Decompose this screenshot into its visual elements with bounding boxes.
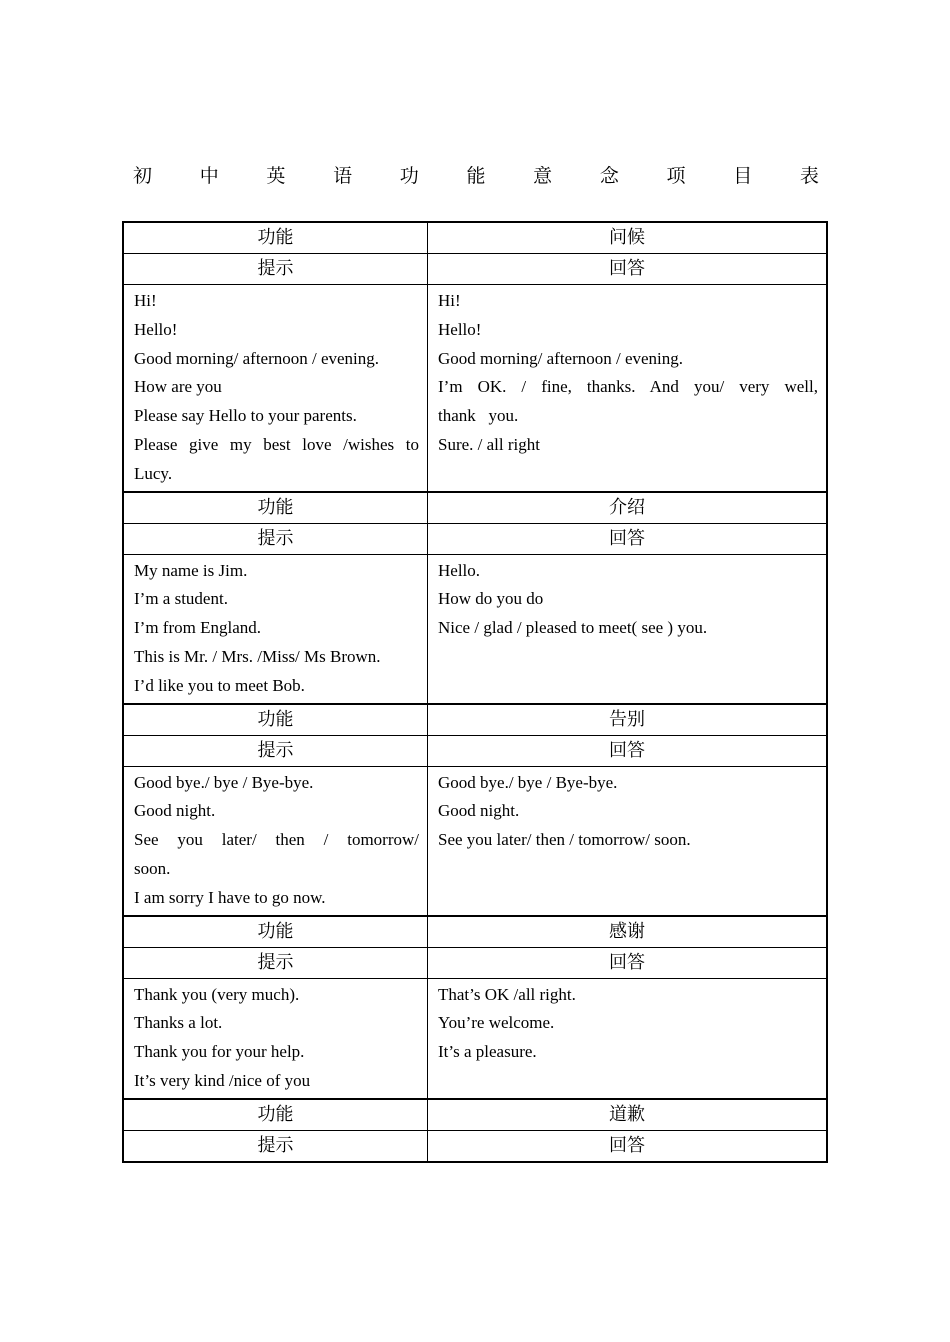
prompt-line: This is Mr. / Mrs. /Miss/ Ms Brown. [134, 646, 381, 666]
prompt-line: soon. [134, 858, 171, 878]
prompt-line: Hello! [134, 319, 178, 339]
title-char: 念 [599, 165, 619, 187]
title-char: 项 [666, 165, 686, 187]
prompt-answer-header-row [124, 524, 826, 555]
prompt-line: Lucy. [134, 463, 173, 483]
prompt-label: 提示 [124, 524, 428, 554]
function-value: 介绍 [609, 496, 645, 518]
function-row [124, 1100, 826, 1131]
function-value: 告别 [609, 708, 645, 730]
prompt-answer-header-row [124, 254, 826, 285]
answer-line: That’s OK /all right. [438, 984, 576, 1004]
content-row [124, 979, 826, 1098]
prompt-line: How are you [134, 377, 222, 397]
answer-line: It’s a pleasure. [438, 1042, 537, 1062]
answer-line: Good morning/ afternoon / evening. [438, 348, 684, 368]
prompt-line: I’m from England. [134, 618, 261, 638]
prompt-cell [124, 555, 428, 703]
function-row [124, 705, 826, 736]
section-greeting [124, 223, 826, 491]
title-char: 功 [399, 165, 419, 187]
answer-line: How do you do [438, 589, 544, 609]
function-label: 功能 [124, 917, 428, 947]
prompt-line: I am sorry I have to go now. [134, 887, 326, 907]
function-label: 功能 [124, 1100, 428, 1130]
answer-line: Nice / glad / pleased to meet( see ) you. [438, 618, 708, 638]
prompt-label: 提示 [124, 736, 428, 766]
answer-line: Hello! [438, 319, 482, 339]
answer-label: 回答 [609, 527, 645, 549]
answer-line: Hi! [438, 291, 461, 310]
prompt-line: Hi! [134, 291, 157, 310]
answer-label: 回答 [609, 1134, 645, 1156]
title-char: 中 [199, 165, 219, 187]
prompt-answer-header-row [124, 948, 826, 979]
section-introduction [124, 491, 826, 703]
prompt-line: Thank you for your help. [134, 1042, 305, 1062]
prompt-line: My name is Jim. [134, 560, 248, 580]
title-char: 语 [333, 165, 353, 187]
prompt-cell [124, 285, 428, 491]
prompt-line: I’d like you to meet Bob. [134, 675, 305, 695]
answer-cell [428, 767, 826, 915]
prompt-line: Please give my best love /wishes to [134, 434, 419, 454]
prompt-answer-header-row [124, 736, 826, 767]
prompt-cell [124, 979, 428, 1098]
title-char: 能 [466, 165, 486, 187]
prompt-line: Good night. [134, 801, 216, 821]
prompt-line: Good morning/ afternoon / evening. [134, 348, 380, 368]
page-title [133, 164, 819, 188]
prompt-line: Thanks a lot. [134, 1013, 223, 1033]
prompt-answer-header-row [124, 1131, 826, 1161]
prompt-cell [124, 767, 428, 915]
answer-cell [428, 979, 826, 1098]
function-value: 问候 [609, 227, 645, 248]
prompt-line: Please say Hello to your parents. [134, 406, 357, 426]
answer-line: Hello. [438, 560, 481, 580]
prompt-line: Good bye./ bye / Bye-bye. [134, 772, 314, 792]
answer-label: 回答 [609, 258, 645, 279]
prompt-label: 提示 [124, 254, 428, 284]
function-label: 功能 [124, 223, 428, 253]
prompt-line: It’s very kind /nice of you [134, 1070, 311, 1090]
content-row [124, 767, 826, 915]
answer-line: Sure. / all right [438, 434, 540, 454]
title-char: 初 [133, 165, 153, 187]
function-value: 感谢 [609, 920, 645, 942]
answer-line: Good night. [438, 801, 520, 821]
function-value: 道歉 [609, 1103, 645, 1125]
section-apology [124, 1098, 826, 1161]
function-row [124, 223, 826, 254]
answer-cell [428, 285, 826, 491]
prompt-label: 提示 [124, 1131, 428, 1161]
answer-line: thank you. [438, 406, 519, 426]
answer-line: I’m OK. / fine, thanks. And you/ very well, [438, 377, 818, 397]
section-farewell [124, 703, 826, 915]
prompt-line: I’m a student. [134, 589, 228, 609]
function-notion-table [122, 221, 828, 1163]
title-char: 表 [799, 165, 819, 187]
function-row [124, 917, 826, 948]
prompt-label: 提示 [124, 948, 428, 978]
function-label: 功能 [124, 493, 428, 523]
content-row [124, 285, 826, 491]
title-char: 意 [533, 165, 553, 187]
answer-line: See you later/ then / tomorrow/ soon. [438, 830, 691, 850]
section-thanks [124, 915, 826, 1098]
title-char: 目 [733, 165, 753, 187]
answer-line: You’re welcome. [438, 1013, 555, 1033]
answer-label: 回答 [609, 739, 645, 761]
answer-cell [428, 555, 826, 703]
content-row [124, 555, 826, 703]
prompt-line: Thank you (very much). [134, 984, 300, 1004]
answer-line: Good bye./ bye / Bye-bye. [438, 772, 618, 792]
prompt-line: See you later/ then / tomorrow/ [134, 830, 419, 850]
function-label: 功能 [124, 705, 428, 735]
answer-label: 回答 [609, 951, 645, 973]
function-row [124, 493, 826, 524]
title-char: 英 [266, 165, 286, 187]
